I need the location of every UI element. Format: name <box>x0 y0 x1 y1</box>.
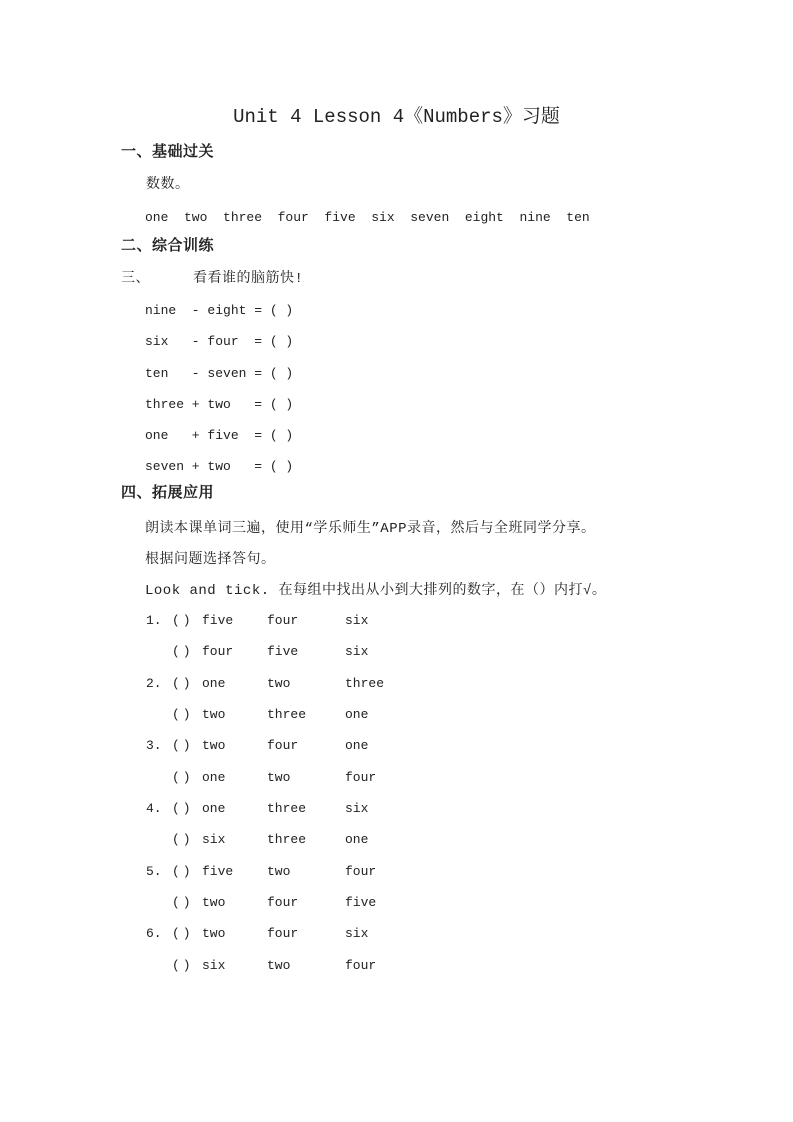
word-option-3: one <box>345 707 369 722</box>
word-option-3: six <box>345 644 369 659</box>
word-option-1: one <box>202 770 226 785</box>
tick-group-row <box>0 738 793 758</box>
word-option-3: four <box>345 958 377 973</box>
page-title: Unit 4 Lesson 4《Numbers》习题 <box>233 106 560 128</box>
word-option-2: two <box>267 676 291 691</box>
tick-group-row <box>0 707 793 727</box>
count-prompt: 数数。 <box>146 177 190 193</box>
word-option-1: one <box>202 801 226 816</box>
section-3-title: 看看谁的脑筋快! <box>193 271 304 287</box>
tick-group-row <box>0 676 793 696</box>
word-option-2: four <box>267 613 299 628</box>
word-option-3: six <box>345 613 369 628</box>
word-option-2: two <box>267 958 291 973</box>
tick-group-row <box>0 644 793 664</box>
answer-parentheses: () <box>172 676 194 691</box>
section-1-heading: 一、基础过关 <box>121 144 215 161</box>
word-option-2: four <box>267 926 299 941</box>
row-number: 1. <box>146 613 162 628</box>
choose-answer-instruction: 根据问题选择答句。 <box>145 552 276 568</box>
word-option-3: six <box>345 801 369 816</box>
word-option-1: two <box>202 926 226 941</box>
answer-parentheses: () <box>172 958 194 973</box>
equation-line: one + five = ( ) <box>145 428 294 443</box>
row-number: 6. <box>146 926 162 941</box>
word-option-3: one <box>345 832 369 847</box>
equation-line: three + two = ( ) <box>145 397 294 412</box>
tick-group-row <box>0 958 793 978</box>
answer-parentheses: () <box>172 644 194 659</box>
equation-line: nine - eight = ( ) <box>145 303 294 318</box>
word-option-1: two <box>202 707 226 722</box>
word-option-1: five <box>202 613 234 628</box>
answer-parentheses: () <box>172 770 194 785</box>
answer-parentheses: () <box>172 864 194 879</box>
word-option-1: four <box>202 644 234 659</box>
row-number: 4. <box>146 801 162 816</box>
word-option-1: six <box>202 958 226 973</box>
word-option-2: four <box>267 895 299 910</box>
answer-parentheses: () <box>172 613 194 628</box>
word-option-3: three <box>345 676 385 691</box>
tick-group-row <box>0 613 793 633</box>
word-option-3: six <box>345 926 369 941</box>
read-aloud-instruction: 朗读本课单词三遍，使用“学乐师生”APP录音，然后与全班同学分享。 <box>145 521 596 537</box>
equation-line: seven + two = ( ) <box>145 459 294 474</box>
answer-parentheses: () <box>172 707 194 722</box>
section-4-heading: 四、拓展应用 <box>121 485 215 502</box>
answer-parentheses: () <box>172 926 194 941</box>
answer-parentheses: () <box>172 738 194 753</box>
word-option-1: two <box>202 738 226 753</box>
word-option-1: one <box>202 676 226 691</box>
word-option-2: three <box>267 707 307 722</box>
tick-group-row <box>0 926 793 946</box>
word-option-1: five <box>202 864 234 879</box>
word-option-2: three <box>267 832 307 847</box>
tick-group-row <box>0 832 793 852</box>
equation-line: ten - seven = ( ) <box>145 366 294 381</box>
tick-group-row <box>0 864 793 884</box>
equation-line: six - four = ( ) <box>145 334 294 349</box>
answer-parentheses: () <box>172 832 194 847</box>
row-number: 3. <box>146 738 162 753</box>
word-option-2: two <box>267 864 291 879</box>
word-option-3: one <box>345 738 369 753</box>
word-option-1: six <box>202 832 226 847</box>
word-option-2: five <box>267 644 299 659</box>
tick-group-row <box>0 770 793 790</box>
tick-group-row <box>0 895 793 915</box>
word-option-2: three <box>267 801 307 816</box>
row-number: 2. <box>146 676 162 691</box>
word-option-3: five <box>345 895 377 910</box>
word-option-3: four <box>345 864 377 879</box>
answer-parentheses: () <box>172 895 194 910</box>
tick-group-row <box>0 801 793 821</box>
section-2-heading: 二、综合训练 <box>121 238 215 255</box>
word-option-1: two <box>202 895 226 910</box>
word-option-3: four <box>345 770 377 785</box>
word-option-2: two <box>267 770 291 785</box>
number-words-line: one two three four five six seven eight nine ten <box>145 210 590 225</box>
section-3-label: 三、 <box>121 271 150 287</box>
word-option-2: four <box>267 738 299 753</box>
look-and-tick-instruction: Look and tick. 在每组中找出从小到大排列的数字，在（）内打√。 <box>145 583 607 599</box>
row-number: 5. <box>146 864 162 879</box>
answer-parentheses: () <box>172 801 194 816</box>
